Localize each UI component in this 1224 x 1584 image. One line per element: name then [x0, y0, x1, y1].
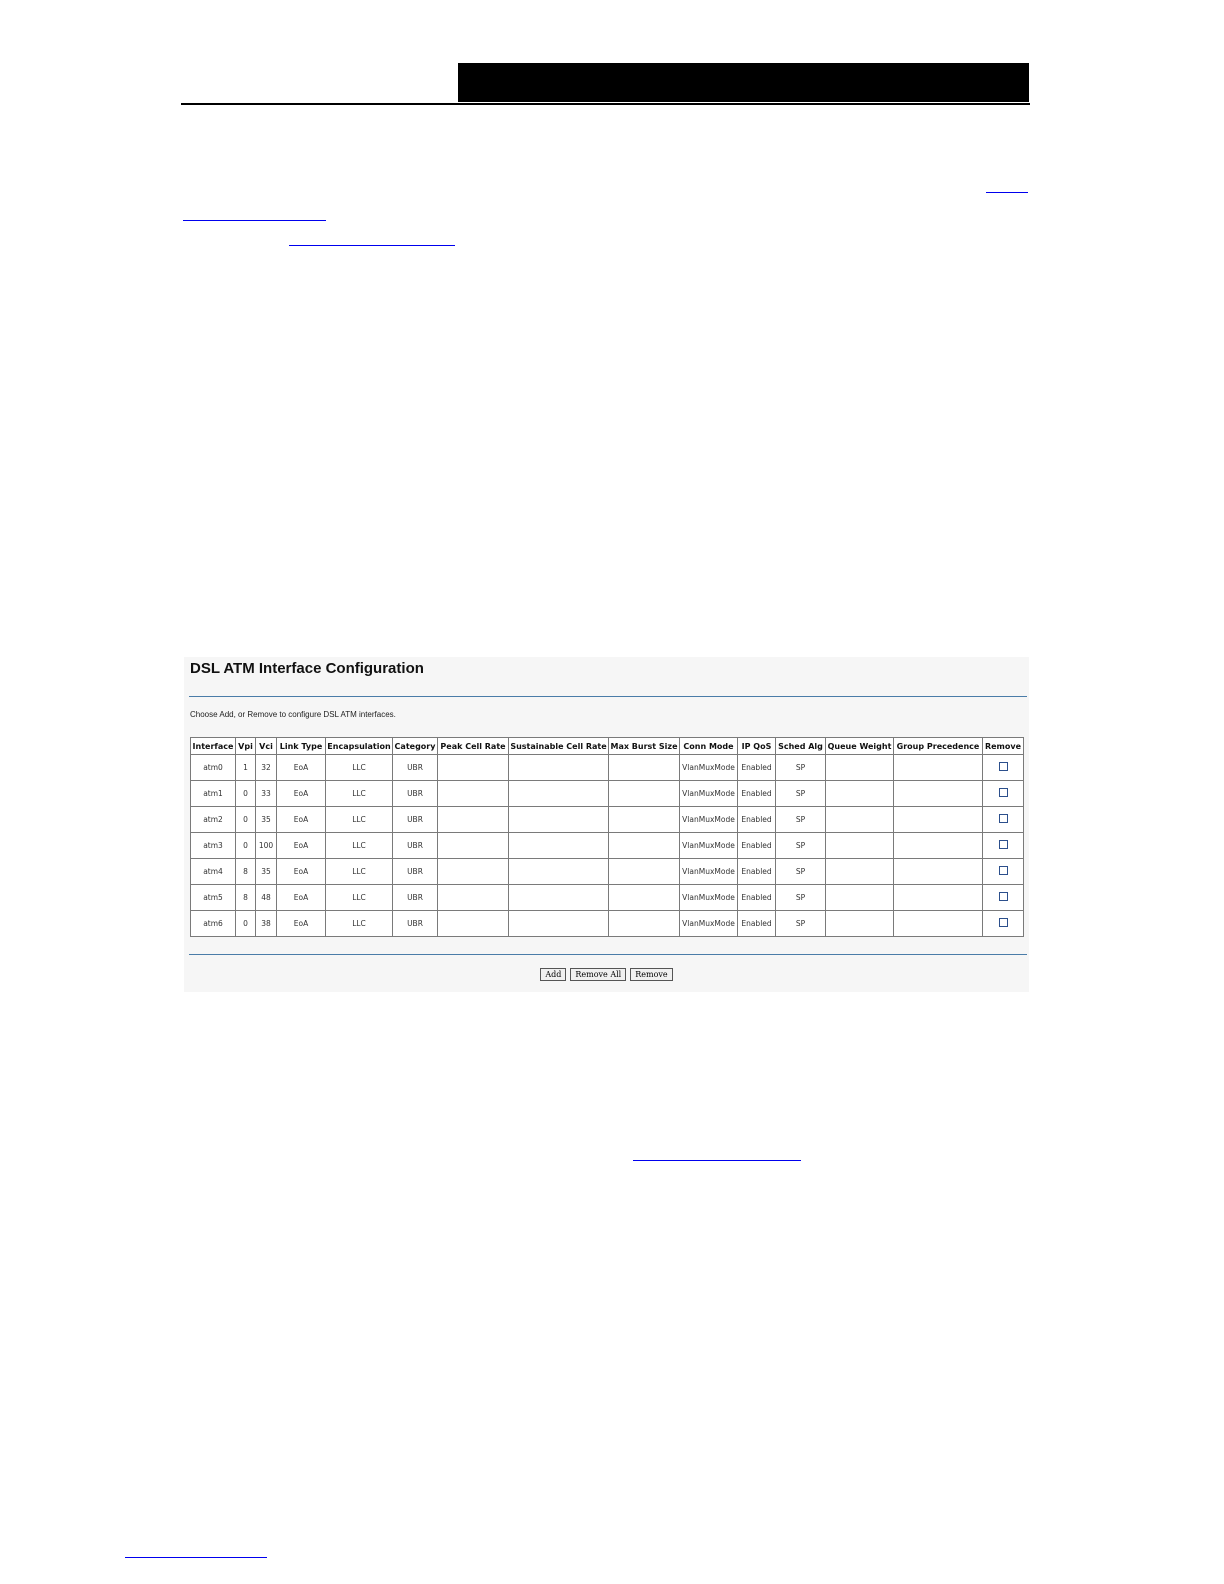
cell-conn-mode: VlanMuxMode: [680, 885, 738, 911]
cell-peak: [438, 859, 509, 885]
cell-remove: [983, 833, 1024, 859]
cell-link-type: EoA: [277, 859, 326, 885]
cell-vci: 32: [256, 755, 277, 781]
cell-vpi: 0: [236, 807, 256, 833]
cell-group-precedence: [894, 833, 983, 859]
cell-link-type: EoA: [277, 911, 326, 937]
cell-queue-weight: [826, 885, 894, 911]
cell-interface: atm1: [191, 781, 236, 807]
link[interactable]: [633, 1160, 801, 1161]
cell-interface: atm0: [191, 755, 236, 781]
cell-ip-qos: Enabled: [738, 911, 776, 937]
table-row: [191, 807, 1024, 833]
cell-vci: 35: [256, 859, 277, 885]
cell-sustainable: [509, 911, 609, 937]
cell-vpi: 8: [236, 885, 256, 911]
cell-vci: 35: [256, 807, 277, 833]
column-header: Max Burst Size: [609, 738, 680, 755]
header-rule: [181, 103, 1030, 105]
cell-conn-mode: VlanMuxMode: [680, 781, 738, 807]
cell-vci: 100: [256, 833, 277, 859]
remove-checkbox[interactable]: [999, 866, 1008, 875]
cell-sched-alg: SP: [776, 911, 826, 937]
cell-sustainable: [509, 807, 609, 833]
column-header: Link Type: [277, 738, 326, 755]
cell-remove: [983, 807, 1024, 833]
cell-remove: [983, 859, 1024, 885]
remove-checkbox[interactable]: [999, 762, 1008, 771]
cell-link-type: EoA: [277, 885, 326, 911]
cell-group-precedence: [894, 859, 983, 885]
cell-vci: 33: [256, 781, 277, 807]
cell-interface: atm5: [191, 885, 236, 911]
cell-vci: 38: [256, 911, 277, 937]
cell-sched-alg: SP: [776, 885, 826, 911]
table-header-row: [191, 738, 1024, 755]
cell-category: UBR: [393, 833, 438, 859]
table-row: [191, 911, 1024, 937]
cell-burst: [609, 911, 680, 937]
cell-burst: [609, 807, 680, 833]
cell-interface: atm4: [191, 859, 236, 885]
cell-link-type: EoA: [277, 781, 326, 807]
column-header: Encapsulation: [326, 738, 393, 755]
cell-remove: [983, 781, 1024, 807]
cell-peak: [438, 885, 509, 911]
cell-conn-mode: VlanMuxMode: [680, 755, 738, 781]
cell-sustainable: [509, 833, 609, 859]
cell-category: UBR: [393, 807, 438, 833]
cell-remove: [983, 885, 1024, 911]
cell-vpi: 1: [236, 755, 256, 781]
cell-queue-weight: [826, 807, 894, 833]
cell-conn-mode: VlanMuxMode: [680, 859, 738, 885]
table-row: [191, 885, 1024, 911]
column-header: Sched Alg: [776, 738, 826, 755]
remove-all-button[interactable]: Remove All: [570, 968, 626, 981]
cell-vpi: 8: [236, 859, 256, 885]
cell-sched-alg: SP: [776, 781, 826, 807]
column-header: Conn Mode: [680, 738, 738, 755]
cell-sustainable: [509, 885, 609, 911]
column-header: Category: [393, 738, 438, 755]
cell-ip-qos: Enabled: [738, 859, 776, 885]
column-header: Sustainable Cell Rate: [509, 738, 609, 755]
divider: [189, 954, 1027, 955]
cell-category: UBR: [393, 885, 438, 911]
cell-sched-alg: SP: [776, 807, 826, 833]
column-header: Peak Cell Rate: [438, 738, 509, 755]
cell-encapsulation: LLC: [326, 755, 393, 781]
link[interactable]: [125, 1557, 267, 1558]
remove-checkbox[interactable]: [999, 814, 1008, 823]
cell-interface: atm6: [191, 911, 236, 937]
cell-vci: 48: [256, 885, 277, 911]
column-header: Remove: [983, 738, 1024, 755]
cell-ip-qos: Enabled: [738, 755, 776, 781]
cell-encapsulation: LLC: [326, 807, 393, 833]
cell-link-type: EoA: [277, 833, 326, 859]
cell-sustainable: [509, 755, 609, 781]
cell-ip-qos: Enabled: [738, 781, 776, 807]
cell-encapsulation: LLC: [326, 781, 393, 807]
table-row: [191, 755, 1024, 781]
cell-peak: [438, 755, 509, 781]
remove-checkbox[interactable]: [999, 840, 1008, 849]
column-header: Queue Weight: [826, 738, 894, 755]
cell-vpi: 0: [236, 833, 256, 859]
cell-group-precedence: [894, 911, 983, 937]
link[interactable]: [183, 220, 326, 221]
cell-queue-weight: [826, 755, 894, 781]
link[interactable]: [986, 192, 1028, 193]
cell-category: UBR: [393, 911, 438, 937]
instructions: Choose Add, or Remove to configure DSL ATM interfaces.: [190, 710, 396, 719]
column-header: Vpi: [236, 738, 256, 755]
column-header: Vci: [256, 738, 277, 755]
panel-title: DSL ATM Interface Configuration: [190, 660, 424, 677]
cell-peak: [438, 911, 509, 937]
atm-config-panel: [184, 657, 1029, 992]
cell-burst: [609, 833, 680, 859]
cell-queue-weight: [826, 859, 894, 885]
cell-queue-weight: [826, 911, 894, 937]
table-row: [191, 833, 1024, 859]
cell-group-precedence: [894, 781, 983, 807]
cell-group-precedence: [894, 807, 983, 833]
cell-vpi: 0: [236, 911, 256, 937]
cell-sustainable: [509, 859, 609, 885]
cell-group-precedence: [894, 755, 983, 781]
cell-vpi: 0: [236, 781, 256, 807]
cell-encapsulation: LLC: [326, 885, 393, 911]
divider: [189, 696, 1027, 697]
column-header: IP QoS: [738, 738, 776, 755]
cell-sched-alg: SP: [776, 755, 826, 781]
header-bar: [458, 63, 1029, 102]
link[interactable]: [289, 245, 455, 246]
cell-sched-alg: SP: [776, 833, 826, 859]
cell-encapsulation: LLC: [326, 833, 393, 859]
cell-sustainable: [509, 781, 609, 807]
cell-interface: atm2: [191, 807, 236, 833]
cell-burst: [609, 781, 680, 807]
cell-link-type: EoA: [277, 807, 326, 833]
cell-remove: [983, 755, 1024, 781]
cell-group-precedence: [894, 885, 983, 911]
cell-encapsulation: LLC: [326, 911, 393, 937]
column-header: Group Precedence: [894, 738, 983, 755]
remove-checkbox[interactable]: [999, 788, 1008, 797]
remove-checkbox[interactable]: [999, 918, 1008, 927]
cell-burst: [609, 859, 680, 885]
remove-button[interactable]: Remove: [630, 968, 672, 981]
atm-interface-table: [190, 737, 1024, 937]
cell-encapsulation: LLC: [326, 859, 393, 885]
table-row: [191, 781, 1024, 807]
table-row: [191, 859, 1024, 885]
cell-burst: [609, 885, 680, 911]
column-header: Interface: [191, 738, 236, 755]
cell-link-type: EoA: [277, 755, 326, 781]
cell-conn-mode: VlanMuxMode: [680, 911, 738, 937]
cell-peak: [438, 833, 509, 859]
cell-category: UBR: [393, 755, 438, 781]
cell-category: UBR: [393, 781, 438, 807]
cell-ip-qos: Enabled: [738, 807, 776, 833]
add-button[interactable]: Add: [540, 968, 566, 981]
cell-burst: [609, 755, 680, 781]
cell-conn-mode: VlanMuxMode: [680, 833, 738, 859]
cell-peak: [438, 781, 509, 807]
cell-queue-weight: [826, 833, 894, 859]
button-row: [184, 968, 1029, 981]
cell-category: UBR: [393, 859, 438, 885]
cell-sched-alg: SP: [776, 859, 826, 885]
cell-ip-qos: Enabled: [738, 833, 776, 859]
cell-queue-weight: [826, 781, 894, 807]
cell-peak: [438, 807, 509, 833]
cell-remove: [983, 911, 1024, 937]
cell-conn-mode: VlanMuxMode: [680, 807, 738, 833]
remove-checkbox[interactable]: [999, 892, 1008, 901]
cell-ip-qos: Enabled: [738, 885, 776, 911]
cell-interface: atm3: [191, 833, 236, 859]
